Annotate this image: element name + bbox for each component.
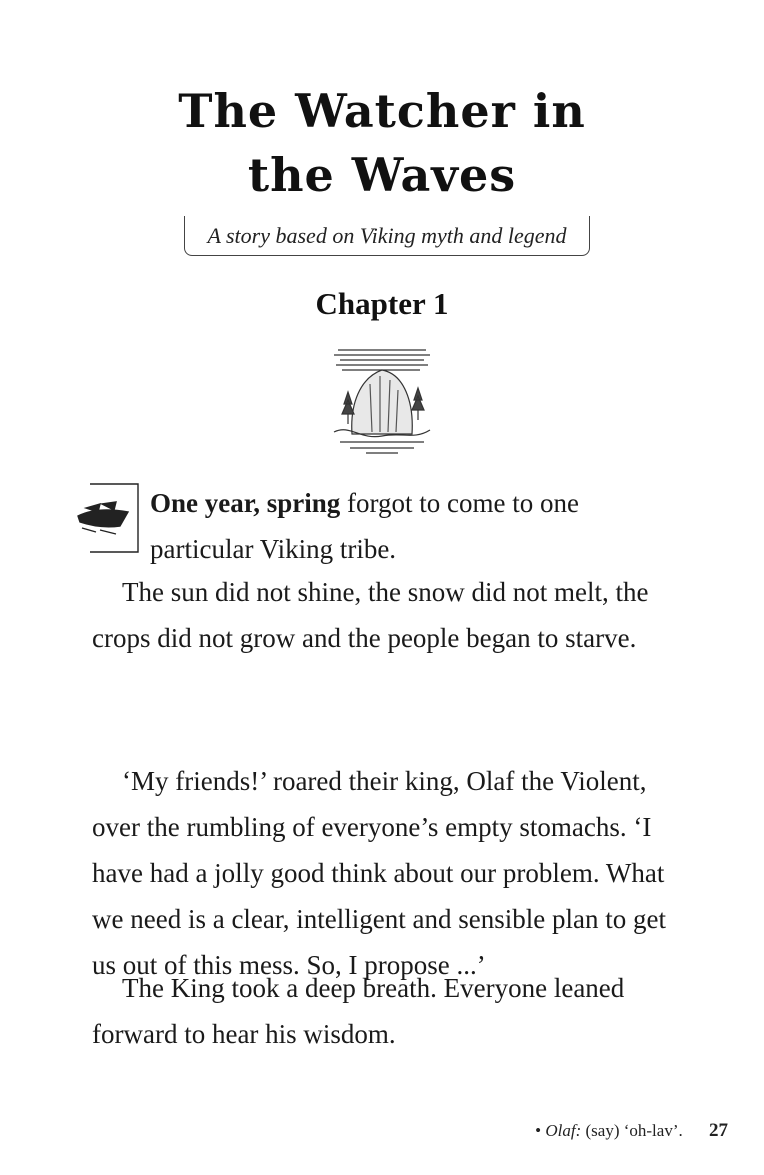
chapter-heading: Chapter 1 [315,286,449,321]
story-title-line-2: the Waves [247,148,517,202]
page-footer [535,1120,728,1142]
paragraph-2-text: The sun did not shine, the snow did not melt, the crops did not grow and the people began to starve. [92,577,649,653]
footnote-text: (say) ‘oh-lav’. [581,1121,683,1140]
paragraph-3 [92,758,682,988]
footnote-bullet: • [535,1121,542,1140]
story-title-line-1: The Watcher in [178,84,586,138]
paragraph-3-text: ‘My friends!’ roared their king, Olaf the Violent, over the rumbling of everyone’s empty stomachs. ‘I have had a jolly good think about our problem. What we need is a clear, intelligent and sensible plan to get us out of this mess. So, I propose ...’ [92,766,666,980]
paragraph-1 [150,480,670,572]
paragraph-1-lead: One year, spring [150,488,341,518]
story-subtitle: A story based on Viking myth and legend [207,222,567,248]
viking-ship-drop-icon [76,482,140,554]
subtitle-frame [184,216,590,256]
paragraph-1-text: forgot to come to one particular Viking tribe. [150,488,579,564]
footnote-term: Olaf: [545,1121,582,1140]
rock-landscape-illustration [330,344,434,456]
paragraph-4-text: The King took a deep breath. Everyone leaned forward to hear his wisdom. [92,973,625,1049]
paragraph-2 [92,569,682,661]
paragraph-4 [92,965,682,1057]
page-number: 27 [709,1120,728,1141]
